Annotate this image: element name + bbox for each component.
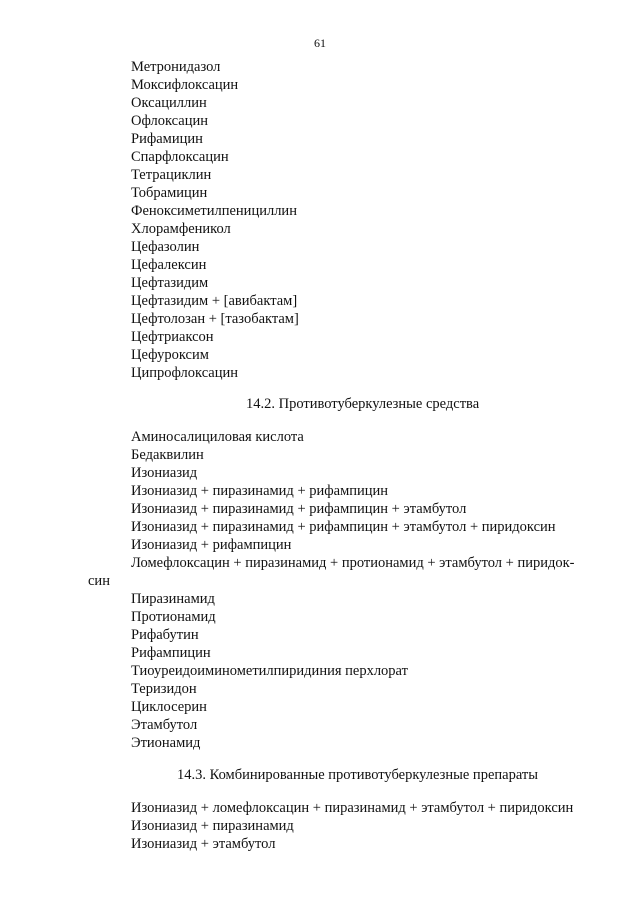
list-item: Пиразинамид [131,591,215,607]
list-item: Рифабутин [131,627,199,643]
list-item: Изониазид [131,465,198,481]
list-item: Изониазид + пиразинамид + рифампицин [131,483,389,499]
list-item: Изониазид + пиразинамид + рифампицин + этамбутол + пиридоксин [131,519,556,535]
list-item: Рифамицин [131,131,203,147]
list-item: Ципрофлоксацин [131,365,239,381]
list-item: Изониазид + рифампицин [131,537,292,553]
list-item: Изониазид + пиразинамид [131,818,294,834]
list-item: Изониазид + ломефлоксацин + пиразинамид + этамбутол + пиридоксин [131,800,574,816]
list-item: Цефтолозан + [тазобактам] [131,311,299,327]
list-item: Цефалексин [131,257,207,273]
list-item: Этионамид [131,735,201,751]
list-item-wrap: син [88,573,110,589]
list-item: Хлорамфеникол [131,221,231,237]
list-item: Этамбутол [131,717,198,733]
list-item: Офлоксацин [131,113,209,129]
list-item: Ломефлоксацин + пиразинамид + протионамид + этамбутол + пиридок- [131,555,575,571]
list-item: Аминосалициловая кислота [131,429,304,445]
list-item: Рифампицин [131,645,211,661]
page-number: 61 [314,36,326,50]
list-item: Циклосерин [131,699,207,715]
list-item: Тиоуреидоиминометилпиридиния перхлорат [131,663,408,679]
list-item: Изониазид + пиразинамид + рифампицин + этамбутол [131,501,467,517]
list-item: Тетрациклин [131,167,212,183]
list-item: Бедаквилин [131,447,204,463]
list-item: Тобрамицин [131,185,208,201]
list-item: Цефтриаксон [131,329,214,345]
section-heading: 14.2. Противотуберкулезные средства [246,396,480,412]
list-item: Цефазолин [131,239,200,255]
list-item: Цефтазидим + [авибактам] [131,293,298,309]
section-heading: 14.3. Комбинированные противотуберкулезные препараты [177,767,538,783]
list-item: Оксациллин [131,95,207,111]
list-item: Цефуроксим [131,347,209,363]
list-item: Моксифлоксацин [131,77,239,93]
list-item: Теризидон [131,681,197,697]
list-item: Цефтазидим [131,275,209,291]
list-item: Изониазид + этамбутол [131,836,276,852]
list-item: Феноксиметилпенициллин [131,203,297,219]
list-item: Протионамид [131,609,216,625]
list-item: Спарфлоксацин [131,149,229,165]
list-item: Метронидазол [131,59,221,75]
